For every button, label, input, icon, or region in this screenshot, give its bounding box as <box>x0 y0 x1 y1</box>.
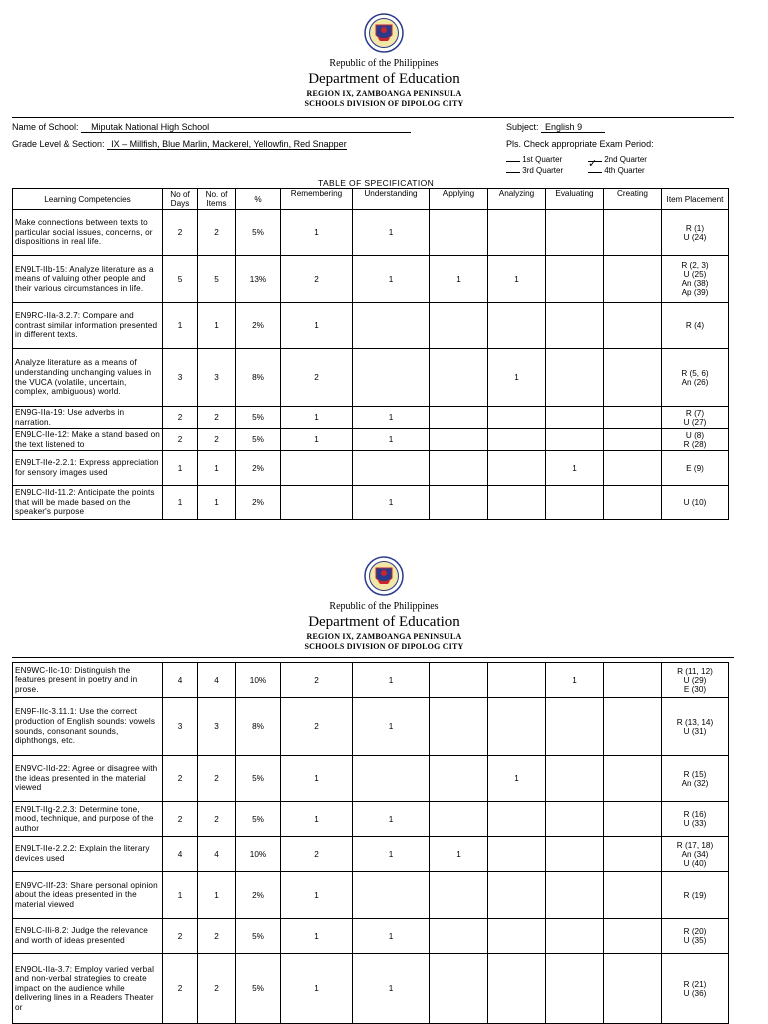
cell-pct: 8% <box>236 349 281 407</box>
cell-comp: EN9VC-IId-22: Agree or disagree with the ideas presented in the material viewed <box>13 756 163 802</box>
quarter-4-option[interactable]: 4th Quarter <box>588 166 645 175</box>
cell-cre <box>604 663 662 698</box>
cell-days: 2 <box>163 954 198 1024</box>
cell-comp: EN9LC-IId-11.2: Anticipate the points that will be made based on the speaker's purpose <box>13 486 163 520</box>
cell-eva <box>546 919 604 954</box>
check-mark-icon: ✓ <box>588 158 598 170</box>
cell-cre <box>604 303 662 349</box>
cell-rem: 1 <box>281 429 353 451</box>
cell-days: 1 <box>163 486 198 520</box>
cell-ana <box>488 451 546 486</box>
subject-line <box>506 122 605 133</box>
cell-place: R (17, 18) An (34) U (40) <box>662 837 729 872</box>
cell-items: 4 <box>198 663 236 698</box>
cell-und <box>353 349 430 407</box>
cell-place: R (15) An (32) <box>662 756 729 802</box>
cell-rem: 2 <box>281 256 353 303</box>
exam-period-label: Pls. Check appropriate Exam Period: <box>506 139 654 149</box>
cell-comp: EN9OL-IIa-3.7: Employ varied verbal and non-verbal strategies to create impact on the audience while delivering lines in a Readers Theater or <box>13 954 163 1024</box>
cell-app <box>430 429 488 451</box>
grade-value: IX – Millfish, Blue Marlin, Mackerel, Yellowfin, Red Snapper <box>111 139 347 149</box>
cell-place: R (7) U (27) <box>662 407 729 429</box>
republic-text: Republic of the Philippines <box>329 601 439 612</box>
cell-cre <box>604 872 662 919</box>
cell-cre <box>604 756 662 802</box>
cell-items: 2 <box>198 919 236 954</box>
cell-place: R (19) <box>662 872 729 919</box>
cell-cre <box>604 486 662 520</box>
cell-eva <box>546 872 604 919</box>
grade-label: Grade Level & Section: <box>12 139 105 149</box>
cell-eva <box>546 407 604 429</box>
cell-pct: 5% <box>236 954 281 1024</box>
cell-ana <box>488 802 546 837</box>
cell-items: 2 <box>198 407 236 429</box>
cell-cre <box>604 837 662 872</box>
subject-label: Subject: <box>506 122 539 132</box>
cell-items: 1 <box>198 486 236 520</box>
cell-app <box>430 698 488 756</box>
cell-app <box>430 919 488 954</box>
cell-pct: 10% <box>236 663 281 698</box>
cell-items: 2 <box>198 429 236 451</box>
cell-und: 1 <box>353 486 430 520</box>
table-row <box>13 486 729 520</box>
cell-rem: 1 <box>281 919 353 954</box>
cell-eva <box>546 837 604 872</box>
cell-eva <box>546 698 604 756</box>
cell-app <box>430 407 488 429</box>
cell-app <box>430 303 488 349</box>
cell-cre <box>604 698 662 756</box>
table-row <box>13 256 729 303</box>
cell-ana <box>488 429 546 451</box>
header-rule <box>12 117 734 118</box>
cell-pct: 13% <box>236 256 281 303</box>
table-row <box>13 407 729 429</box>
cell-items: 2 <box>198 802 236 837</box>
table-row <box>13 698 729 756</box>
cell-und: 1 <box>353 429 430 451</box>
col-header: Remembering <box>281 189 353 210</box>
col-header: No of Days <box>163 189 198 210</box>
cell-place: R (21) U (36) <box>662 954 729 1024</box>
cell-rem: 1 <box>281 303 353 349</box>
cell-days: 1 <box>163 872 198 919</box>
table-title: TABLE OF SPECIFICATION <box>318 178 435 188</box>
school-value: Miputak National High School <box>91 122 210 132</box>
cell-pct: 5% <box>236 429 281 451</box>
cell-days: 2 <box>163 429 198 451</box>
cell-app <box>430 756 488 802</box>
cell-ana: 1 <box>488 349 546 407</box>
division-text: SCHOOLS DIVISION OF DIPOLOG CITY <box>304 99 464 108</box>
cell-place: R (1) U (24) <box>662 210 729 256</box>
cell-und: 1 <box>353 210 430 256</box>
cell-pct: 8% <box>236 698 281 756</box>
region-text: REGION IX, ZAMBOANGA PENINSULA <box>306 632 462 641</box>
cell-ana: 1 <box>488 256 546 303</box>
cell-comp: EN9LT-IIe-2.2.2: Explain the literary devices used <box>13 837 163 872</box>
cell-comp: EN9RC-IIa-3.2.7: Compare and contrast similar information presented in different texts. <box>13 303 163 349</box>
cell-und: 1 <box>353 954 430 1024</box>
cell-ana <box>488 954 546 1024</box>
cell-comp: EN9WC-IIc-10: Distinguish the features present in poetry and in prose. <box>13 663 163 698</box>
cell-comp: Analyze literature as a means of understanding unchanging values in the VUCA (volatile, uncertain, complex, ambiguous) world. <box>13 349 163 407</box>
cell-eva <box>546 429 604 451</box>
col-header: No. of Items <box>198 189 236 210</box>
deped-seal-logo <box>364 13 404 53</box>
subject-value: English 9 <box>545 122 583 132</box>
cell-days: 1 <box>163 451 198 486</box>
cell-und: 1 <box>353 919 430 954</box>
cell-days: 5 <box>163 256 198 303</box>
table-row <box>13 451 729 486</box>
cell-items: 2 <box>198 210 236 256</box>
cell-pct: 2% <box>236 872 281 919</box>
division-text: SCHOOLS DIVISION OF DIPOLOG CITY <box>304 642 464 651</box>
cell-comp: EN9VC-IIf-23: Share personal opinion about the ideas presented in the material viewed <box>13 872 163 919</box>
cell-rem: 1 <box>281 756 353 802</box>
cell-pct: 10% <box>236 837 281 872</box>
cell-app <box>430 349 488 407</box>
cell-und: 1 <box>353 256 430 303</box>
table-row <box>13 303 729 349</box>
cell-items: 1 <box>198 451 236 486</box>
cell-rem: 1 <box>281 407 353 429</box>
cell-app <box>430 954 488 1024</box>
cell-place: R (11, 12) U (29) E (30) <box>662 663 729 698</box>
cell-pct: 5% <box>236 756 281 802</box>
cell-ana: 1 <box>488 756 546 802</box>
cell-cre <box>604 349 662 407</box>
cell-rem: 1 <box>281 954 353 1024</box>
header-rule <box>12 657 734 658</box>
cell-pct: 5% <box>236 407 281 429</box>
cell-pct: 2% <box>236 486 281 520</box>
cell-und <box>353 451 430 486</box>
cell-place: R (13, 14) U (31) <box>662 698 729 756</box>
cell-eva <box>546 954 604 1024</box>
cell-days: 2 <box>163 919 198 954</box>
cell-comp: EN9LT-IIb-15: Analyze literature as a means of valuing other people and their various circumstances in life. <box>13 256 163 303</box>
quarter-3-option[interactable]: 3rd Quarter <box>506 166 563 175</box>
cell-rem: 1 <box>281 210 353 256</box>
cell-items: 3 <box>198 349 236 407</box>
cell-app <box>430 210 488 256</box>
cell-items: 4 <box>198 837 236 872</box>
cell-cre <box>604 256 662 303</box>
cell-und: 1 <box>353 802 430 837</box>
cell-place: R (4) <box>662 303 729 349</box>
cell-app <box>430 486 488 520</box>
republic-text: Republic of the Philippines <box>329 58 439 69</box>
region-text: REGION IX, ZAMBOANGA PENINSULA <box>306 89 462 98</box>
table-row <box>13 802 729 837</box>
table-row <box>13 429 729 451</box>
cell-items: 2 <box>198 954 236 1024</box>
table-row <box>13 210 729 256</box>
cell-place: U (8) R (28) <box>662 429 729 451</box>
cell-items: 1 <box>198 872 236 919</box>
department-title: Department of Education <box>308 614 460 630</box>
cell-pct: 5% <box>236 919 281 954</box>
cell-pct: 2% <box>236 303 281 349</box>
cell-comp: Make connections between texts to particular social issues, concerns, or dispositions in real life. <box>13 210 163 256</box>
cell-cre <box>604 429 662 451</box>
deped-seal-logo <box>364 556 404 596</box>
cell-place: R (5, 6) An (26) <box>662 349 729 407</box>
cell-eva <box>546 303 604 349</box>
cell-rem: 2 <box>281 698 353 756</box>
table-row <box>13 919 729 954</box>
cell-app <box>430 451 488 486</box>
cell-items: 2 <box>198 756 236 802</box>
col-header: Item Placement <box>662 189 729 210</box>
cell-cre <box>604 802 662 837</box>
col-header: Learning Competencies <box>13 189 163 210</box>
cell-ana <box>488 872 546 919</box>
col-header: Creating <box>604 189 662 210</box>
cell-ana <box>488 663 546 698</box>
cell-days: 3 <box>163 698 198 756</box>
cell-rem: 2 <box>281 837 353 872</box>
grade-line <box>12 139 347 150</box>
cell-und: 1 <box>353 837 430 872</box>
cell-ana <box>488 698 546 756</box>
cell-place: R (2, 3) U (25) An (38) Ap (39) <box>662 256 729 303</box>
cell-comp: EN9LT-IIe-2.2.1: Express appreciation for sensory images used <box>13 451 163 486</box>
cell-ana <box>488 837 546 872</box>
quarter-2-option[interactable]: ✓ 2nd Quarter <box>588 155 647 170</box>
table-row <box>13 663 729 698</box>
cell-days: 2 <box>163 407 198 429</box>
cell-pct: 5% <box>236 210 281 256</box>
table-row <box>13 349 729 407</box>
cell-cre <box>604 210 662 256</box>
cell-cre <box>604 919 662 954</box>
cell-ana <box>488 407 546 429</box>
cell-rem <box>281 486 353 520</box>
cell-pct: 5% <box>236 802 281 837</box>
quarter-1-option[interactable]: 1st Quarter <box>506 155 562 164</box>
cell-place: R (20) U (35) <box>662 919 729 954</box>
cell-pct: 2% <box>236 451 281 486</box>
cell-app: 1 <box>430 837 488 872</box>
table-row <box>13 954 729 1024</box>
cell-app <box>430 872 488 919</box>
cell-und: 1 <box>353 663 430 698</box>
department-title: Department of Education <box>308 71 460 87</box>
cell-days: 3 <box>163 349 198 407</box>
col-header: Evaluating <box>546 189 604 210</box>
cell-cre <box>604 954 662 1024</box>
cell-app: 1 <box>430 256 488 303</box>
table-row <box>13 756 729 802</box>
cell-eva <box>546 486 604 520</box>
cell-comp: EN9LC-IIi-8.2: Judge the relevance and worth of ideas presented <box>13 919 163 954</box>
cell-ana <box>488 303 546 349</box>
cell-days: 2 <box>163 802 198 837</box>
cell-rem: 1 <box>281 872 353 919</box>
table-row <box>13 872 729 919</box>
cell-comp: EN9F-IIc-3.11.1: Use the correct production of English sounds: vowels sounds, consonant sounds, diphthongs, etc. <box>13 698 163 756</box>
cell-place: E (9) <box>662 451 729 486</box>
cell-ana <box>488 919 546 954</box>
cell-app <box>430 802 488 837</box>
cell-cre <box>604 451 662 486</box>
cell-items: 5 <box>198 256 236 303</box>
table-header-row <box>13 189 729 210</box>
cell-eva <box>546 256 604 303</box>
cell-rem: 2 <box>281 663 353 698</box>
cell-eva <box>546 802 604 837</box>
cell-comp: EN9LT-IIg-2.2.3: Determine tone, mood, technique, and purpose of the author <box>13 802 163 837</box>
col-header: Analyzing <box>488 189 546 210</box>
cell-eva <box>546 210 604 256</box>
cell-und: 1 <box>353 698 430 756</box>
school-line <box>12 122 411 133</box>
cell-comp: EN9LC-IIe-12: Make a stand based on the text listened to <box>13 429 163 451</box>
specification-table-1 <box>12 188 729 520</box>
cell-rem <box>281 451 353 486</box>
cell-eva <box>546 756 604 802</box>
cell-days: 2 <box>163 210 198 256</box>
cell-rem: 1 <box>281 802 353 837</box>
cell-rem: 2 <box>281 349 353 407</box>
col-header: Understanding <box>353 189 430 210</box>
cell-comp: EN9G-IIa-19: Use adverbs in narration. <box>13 407 163 429</box>
school-label: Name of School: <box>12 122 79 132</box>
cell-eva: 1 <box>546 663 604 698</box>
cell-ana <box>488 210 546 256</box>
cell-und <box>353 872 430 919</box>
cell-eva <box>546 349 604 407</box>
cell-und <box>353 756 430 802</box>
col-header: % <box>236 189 281 210</box>
cell-app <box>430 663 488 698</box>
col-header: Applying <box>430 189 488 210</box>
cell-place: U (10) <box>662 486 729 520</box>
cell-items: 3 <box>198 698 236 756</box>
table-row <box>13 837 729 872</box>
specification-table-2 <box>12 662 729 1024</box>
cell-days: 4 <box>163 663 198 698</box>
cell-ana <box>488 486 546 520</box>
cell-place: R (16) U (33) <box>662 802 729 837</box>
cell-und <box>353 303 430 349</box>
cell-days: 2 <box>163 756 198 802</box>
cell-items: 1 <box>198 303 236 349</box>
cell-und: 1 <box>353 407 430 429</box>
cell-cre <box>604 407 662 429</box>
cell-days: 1 <box>163 303 198 349</box>
cell-days: 4 <box>163 837 198 872</box>
cell-eva: 1 <box>546 451 604 486</box>
